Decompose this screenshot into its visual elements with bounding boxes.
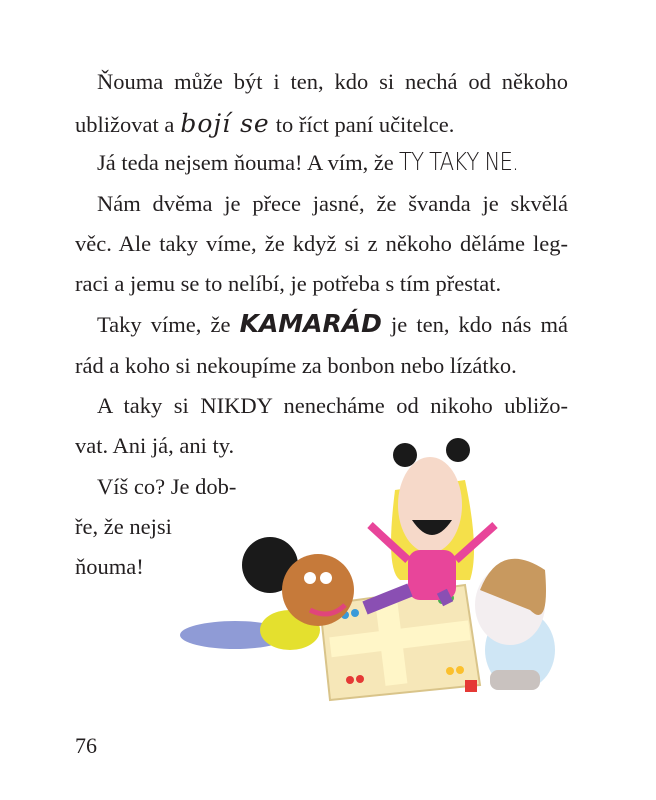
text-segment: Já teda nejsem ňouma! A vím, že [97,150,394,175]
text-line [75,310,568,339]
text-line: věc. Ale taky víme, že když si z někoho děláme leg- [75,231,568,256]
text-line: ňouma! [75,554,144,579]
page-number: 76 [75,733,97,758]
emphasis-phrase: TY TAKY NE. [399,147,519,176]
text-line: Nám dvěma je přece jasné, že švanda je skvělá [97,191,568,216]
text-segment: to říct paní učitelce. [275,112,455,137]
child-face [398,457,462,553]
text-line: vat. Ani já, ani ty. [75,433,235,458]
text-line: rád a koho si nekoupíme za bonbon nebo lízátko. [75,353,517,378]
children-playing-illustration [180,430,580,710]
text-line: A taky si NIKDY nenecháme od nikoho ubližo- [97,393,568,418]
text-line: Ňouma může být i ten, kdo si nechá od někoho [97,69,568,94]
text-line: ře, že nejsi [75,514,172,539]
text-line [75,148,568,177]
text-line [75,110,568,139]
dice [465,680,477,692]
text-line: raci a jemu se to nelíbí, je potřeba s tím přestat. [75,271,502,296]
text-segment: ubližovat a [75,112,175,137]
text-line: Víš co? Je dob- [97,474,237,499]
text-segment: Taky víme, že [97,312,231,337]
emphasis-word: KAMARÁD [239,309,382,338]
text-segment: je ten, kdo nás má [391,312,569,337]
handwritten-phrase: bojí se [180,109,270,138]
